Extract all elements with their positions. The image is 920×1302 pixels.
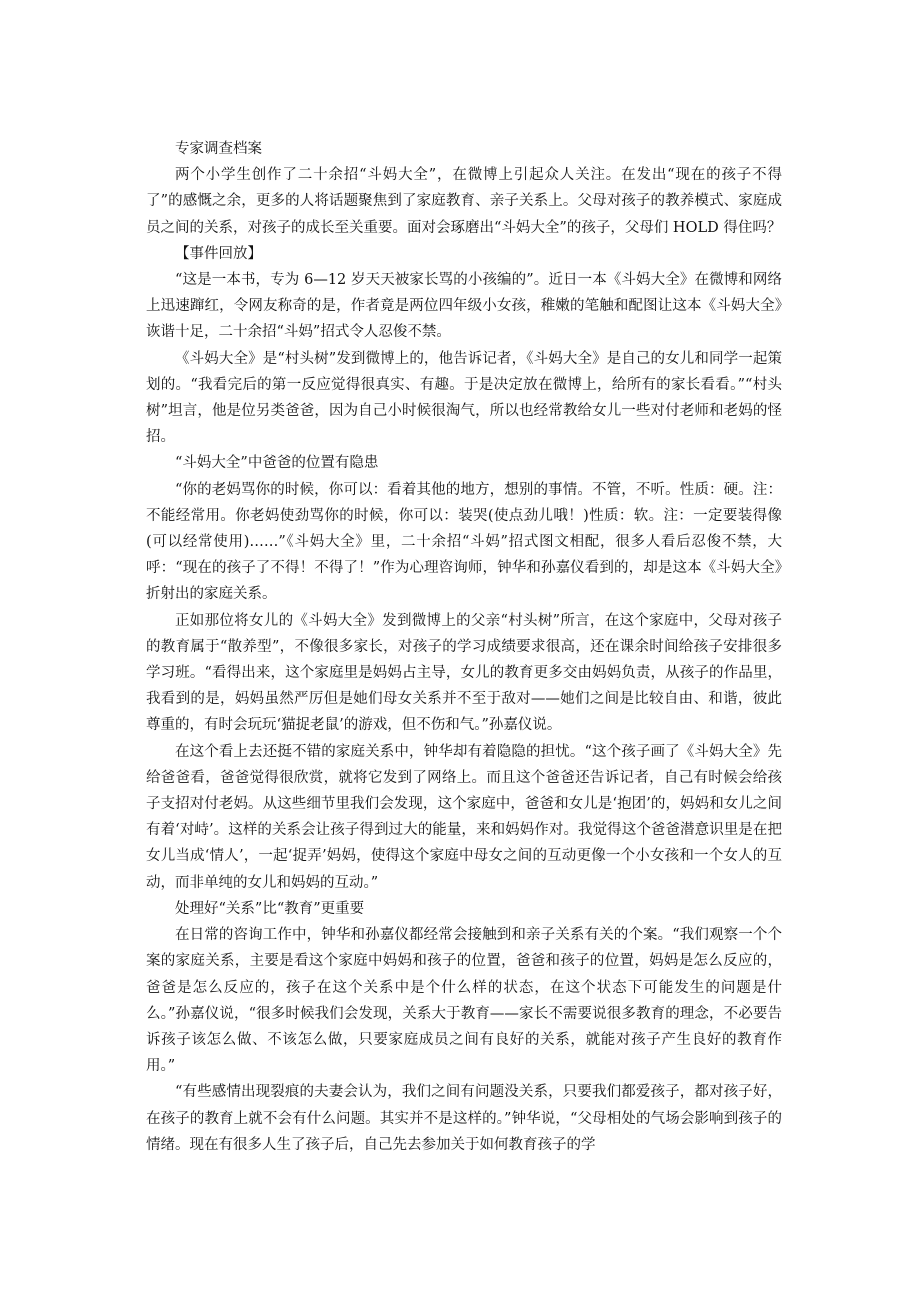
body-paragraph: 正如那位将女儿的《斗妈大全》发到微博上的父亲“村头树”所言，在这个家庭中，父母对孩子的教育属于“散养型”，不像很多家长，对孩子的学习成绩要求很高，还在课余时间给孩子安排很多学习班。“看得出来，这个家庭里是妈妈占主导，女儿的教育更多交由妈妈负责，从孩子的作品里，我看到的是，妈妈虽然严厉但是她们母女关系并不至于敌对——她们之间是比较自由、和谐，彼此尊重的，有时会玩玩‘猫捉老鼠’的游戏，但不伤和气。”孙嘉仪说。 [146, 612, 782, 734]
document-page [146, 136, 782, 1158]
body-paragraph: 在日常的咨询工作中，钟华和孙嘉仪都经常会接触到和亲子关系有关的个案。“我们观察一个个案的家庭关系，主要是看这个家庭中妈妈和孩子的位置，爸爸和孩子的位置，妈妈是怎么反应的，爸爸是怎么反应的，孩子在这个关系中是个什么样的状态，在这个状态下可能发生的问题是什么。”孙嘉仪说，“很多时候我们会发现，关系大于教育——家长不需要说很多教育的理念，不必要告诉孩子该怎么做、不该怎么做，只要家庭成员之间有良好的关系，就能对孩子产生良好的教育作用。” [146, 927, 782, 1075]
section-heading-father-position: “斗妈大全”中爸爸的位置有隐患 [175, 455, 379, 472]
body-paragraph: “有些感情出现裂痕的夫妻会认为，我们之间有问题没关系，只要我们都爱孩子，都对孩子好，在孩子的教育上就不会有什么问题。其实并不是这样的。”钟华说，“父母相处的气场会影响到孩子的情绪。现在有很多人生了孩子后，自己先去参加关于如何教育孩子的学 [146, 1084, 782, 1153]
section-label-expert-file: 专家调查档案 [175, 141, 262, 157]
section-heading-event-review: 【事件回放】 [175, 245, 262, 262]
body-paragraph: 在这个看上去还挺不错的家庭关系中，钟华却有着隐隐的担忧。“这个孩子画了《斗妈大全》先给爸爸看，爸爸觉得很欣赏，就将它发到了网络上。而且这个爸爸还告诉记者，自己有时候会给孩子支招对付老妈。从这些细节里我们会发现，这个家庭中，爸爸和女儿是‘抱团’的，妈妈和女儿之间有着‘对峙’。这样的关系会让孩子得到过大的能量，来和妈妈作对。我觉得这个爸爸潜意识里是在把女儿当成‘情人’，一起‘捉弄’妈妈，使得这个家庭中母女之间的互动更像一个小女孩和一个女人的互动，而非单纯的女儿和妈妈的互动。” [146, 743, 782, 891]
section-heading-relationship-over-education: 处理好“关系”比“教育”更重要 [175, 900, 365, 917]
body-paragraph: 《斗妈大全》是“村头树”发到微博上的，他告诉记者，《斗妈大全》是自己的女儿和同学一起策划的。“我看完后的第一反应觉得很真实、有趣。于是决定放在微博上，给所有的家长看看。”“村头树”坦言，他是位另类爸爸，因为自己小时候很淘气，所以也经常教给女儿一些对付老师和老妈的怪招。 [146, 350, 782, 446]
body-paragraph: “你的老妈骂你的时候，你可以：看着其他的地方，想别的事情。不管，不听。性质：硬。注：不能经常用。你老妈使劲骂你的时候，你可以：装哭(使点劲儿哦！)性质：软。注：一定要装得像(可以经常使用)……”《斗妈大全》里，二十余招“斗妈”招式图文相配，很多人看后忍俊不禁，大呼：“现在的孩子了不得！不得了！”作为心理咨询师，钟华和孙嘉仪看到的，却是这本《斗妈大全》折射出的家庭关系。 [146, 481, 782, 603]
intro-paragraph: 两个小学生创作了二十余招“斗妈大全”，在微博上引起众人关注。在发出“现在的孩子不得了”的感慨之余，更多的人将话题聚焦到了家庭教育、亲子关系上。父母对孩子的教养模式、家庭成员之间的关系，对孩子的成长至关重要。面对会琢磨出“斗妈大全”的孩子，父母们 HOLD 得住吗？ [146, 167, 782, 236]
body-paragraph: “这是一本书，专为 6—12 岁天天被家长骂的小孩编的”。近日一本《斗妈大全》在微博和网络上迅速蹿红，令网友称奇的是，作者竟是两位四年级小女孩，稚嫩的笔触和配图让这本《斗妈大全》诙谐十足，二十余招“斗妈”招式令人忍俊不禁。 [146, 272, 782, 341]
